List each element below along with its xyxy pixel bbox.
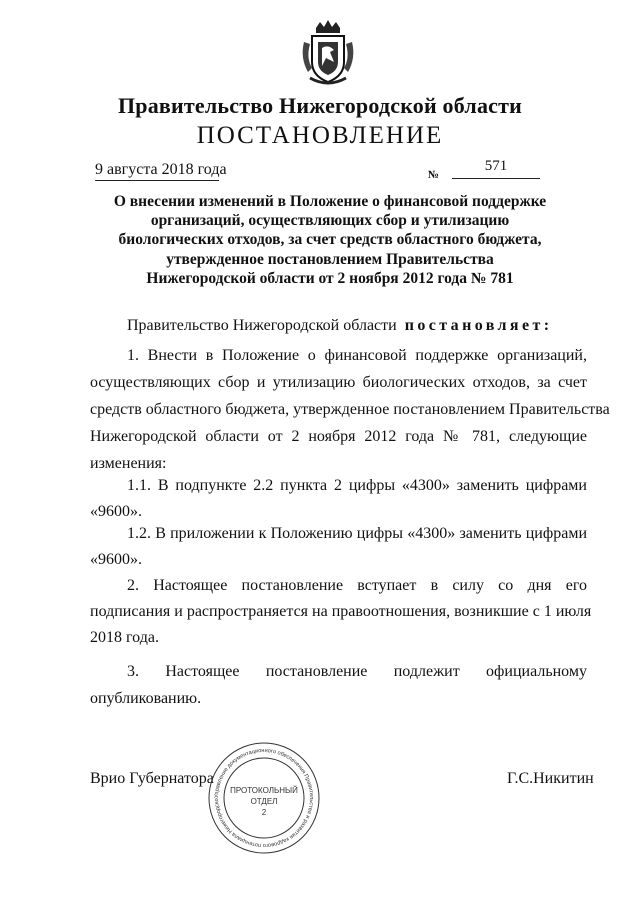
paragraph-1-2-line: «9600». — [90, 551, 142, 568]
stamp-center-line2: ОТДЕЛ — [250, 797, 278, 806]
official-stamp — [206, 740, 322, 856]
document-type: ПОСТАНОВЛЕНИЕ — [196, 122, 444, 149]
signatory-name: Г.С.Никитин — [507, 770, 594, 787]
signatory-position: Врио Губернатора — [90, 770, 214, 787]
number-label: № — [428, 169, 440, 181]
preamble — [127, 317, 552, 335]
stamp-center-line1: ПРОТОКОЛЬНЫЙ — [230, 786, 298, 795]
decree-word: постановляет: — [404, 317, 553, 334]
stamp-center-number: 2 — [261, 808, 267, 817]
paragraph-3-line: 3. Настоящее постановление подлежит официальному — [127, 663, 587, 680]
paragraph-2-line: 2. Настоящее постановление вступает в силу со дня его — [127, 577, 587, 594]
organization-title: Правительство Нижегородской области — [117, 93, 522, 118]
heading-line: биологических отходов, за счет средств областного бюджета, — [118, 231, 542, 249]
paragraph-1-line: 1. Внести в Положение о финансовой поддержке организаций, — [127, 347, 587, 364]
stamp-ring-text: Управление документационного обеспечения Правительства и развития кадрового потенциала Нижегородско — [213, 747, 315, 849]
paragraph-2-line: 2018 года. — [90, 629, 159, 646]
paragraph-1-line: изменения: — [90, 455, 167, 472]
document-number: 571 — [452, 158, 540, 179]
paragraph-2-line: подписания и распространяется на правоотношения, возникшие с 1 июля — [90, 603, 592, 620]
heading-line: О внесении изменений в Положение о финансовой поддержке — [113, 193, 547, 210]
paragraph-1-line: осуществляющих сбор и утилизацию биологических отходов, за счет — [90, 374, 587, 391]
heading-line: утвержденное постановлением Правительства — [166, 250, 494, 268]
paragraph-1-2-line: 1.2. В приложении к Положению цифры «4300» заменить цифрами — [127, 525, 587, 542]
paragraph-1-1-line: 1.1. В подпункте 2.2 пункта 2 цифры «4300» заменить цифрами — [127, 477, 587, 494]
heading-line: организаций, осуществляющих сбор и утилизацию — [150, 212, 510, 230]
paragraph-1-line: Нижегородской области от 2 ноября 2012 года № 781, следующие — [90, 428, 587, 445]
paragraph-1-line: средств областного бюджета, утвержденное постановлением Правительства — [90, 401, 610, 418]
document-date: 9 августа 2018 года — [95, 161, 219, 181]
preamble-text: Правительство Нижегородской области — [127, 317, 397, 334]
document-heading — [100, 192, 560, 288]
paragraph-3-line: опубликованию. — [90, 690, 202, 707]
coat-of-arms-icon — [300, 18, 356, 86]
heading-line: Нижегородской области от 2 ноября 2012 года № 781 — [146, 269, 514, 287]
paragraph-1-1-line: «9600». — [90, 503, 142, 520]
